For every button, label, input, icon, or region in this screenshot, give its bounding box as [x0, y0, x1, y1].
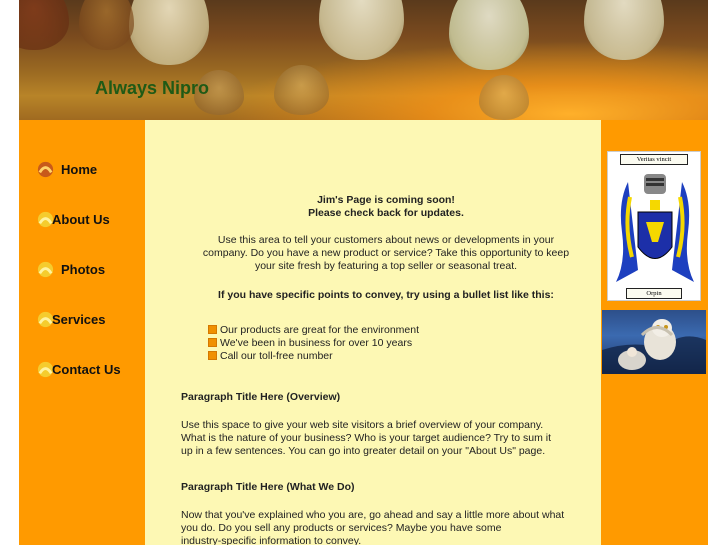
coming-soon-notice: [145, 194, 627, 220]
section1-line: What is the nature of your business? Who is your target audience? Try to sum it: [181, 432, 552, 444]
nav-label: Services: [52, 312, 106, 327]
intro-line: Use this area to tell your customers about news or developments in your: [217, 234, 555, 246]
nav-label: About Us: [52, 212, 110, 227]
nav-item-home[interactable]: [36, 160, 97, 179]
home-icon: [36, 160, 55, 179]
bullet-square-icon: [208, 351, 217, 360]
section1-title: Paragraph Title Here (Overview): [181, 391, 341, 403]
leaf-decoration: [19, 0, 69, 50]
leaf-decoration: [274, 65, 329, 115]
coming-soon-line: Jim's Page is coming soon!: [317, 194, 455, 206]
nav-item-contact-us[interactable]: [36, 360, 121, 379]
leaf-decoration: [129, 0, 209, 65]
header-banner: [19, 0, 708, 120]
nav-label: Contact Us: [52, 362, 121, 377]
section2-line: Now that you've explained who you are, go ahead and say a little more about what: [181, 509, 565, 521]
leaf-decoration: [479, 75, 529, 120]
owl-photo: [602, 310, 706, 374]
right-sidebar: [601, 120, 708, 545]
bullet-text: Call our toll-free number: [220, 349, 333, 362]
section2-paragraph: [181, 509, 611, 545]
crest-shield-icon: [608, 152, 702, 302]
intro-line: your site fresh by featuring a top seller or seasonal treat.: [254, 260, 518, 272]
nav-label: Home: [61, 162, 98, 177]
section2-title: Paragraph Title Here (What We Do): [181, 481, 355, 493]
nav-label: Photos: [61, 262, 106, 277]
section2-line: you do. Do you sell any products or services? Maybe you have some: [181, 522, 502, 534]
nav-item-services[interactable]: [36, 310, 106, 329]
left-navigation: [19, 120, 145, 545]
intro-paragraph: [145, 234, 627, 273]
section1-line: Use this space to give your web site visitors a brief overview of your company.: [181, 419, 544, 431]
coming-soon-line: Please check back for updates.: [308, 207, 464, 219]
crest-name-scroll: Orpin: [626, 288, 682, 299]
list-item: [208, 323, 419, 336]
section1-paragraph: [181, 419, 601, 458]
leaf-decoration: [584, 0, 664, 60]
page: [19, 0, 708, 545]
bullet-list: [208, 323, 419, 362]
bullet-intro: If you have specific points to convey, try using a bullet list like this:: [218, 289, 554, 301]
leaf-decoration: [449, 0, 529, 70]
leaf-decoration: [79, 0, 134, 50]
site-title: Always Nipro: [95, 78, 210, 98]
bullet-square-icon: [208, 325, 217, 334]
nav-item-about-us[interactable]: [36, 210, 110, 229]
crest-motto-banner: Veritas vincit: [620, 154, 688, 165]
section2-line: industry-specific information to convey.: [181, 535, 362, 545]
nav-item-photos[interactable]: [36, 260, 105, 279]
list-item: [208, 336, 419, 349]
list-item: [208, 349, 419, 362]
leaf-decoration: [319, 0, 404, 60]
bullet-text: Our products are great for the environment: [220, 323, 420, 336]
section1-line: up in a few sentences. You can go into greater detail on your "About Us" page.: [181, 445, 546, 457]
coat-of-arms-image: [607, 151, 701, 301]
photos-icon: [36, 260, 55, 279]
owl-icon: [602, 310, 706, 374]
bullet-text: We've been in business for over 10 years: [220, 336, 413, 349]
intro-line: company. Do you have a new product or service? Take this opportunity to keep: [202, 247, 570, 259]
main-content: [145, 120, 601, 545]
bullet-square-icon: [208, 338, 217, 347]
